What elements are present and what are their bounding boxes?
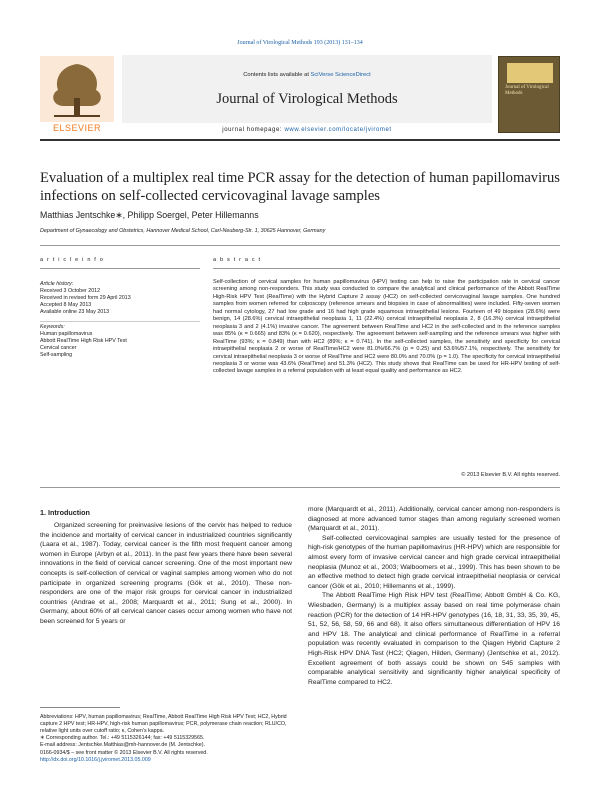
divider xyxy=(40,487,560,488)
footnotes xyxy=(40,714,292,749)
body-column-left xyxy=(40,521,292,627)
paragraph: more (Marquardt et al., 2011). Additionally, cervical cancer among non-responders is diagnosed at more advanced tumor stages than among regularly screened women (Marquardt et al., 2011). xyxy=(308,506,560,533)
abbreviations-note: Abbreviations: HPV, human papillomavirus; RealTime, Abbott RealTime High Risk HPV Test; HC2, Hybrid capture 2 HPV test; HR-HPV, high-risk human papillomavirus; PCR, polymerase chain reaction; RLU/CO, relative light units over cutoff ratio; κ, Cohen's kappa. xyxy=(40,714,287,734)
article-history xyxy=(40,281,200,316)
journal-homepage xyxy=(122,127,492,133)
keyword: Self-sampling xyxy=(40,352,73,358)
history-item: Available online 23 May 2013 xyxy=(40,309,110,315)
article-authors: Matthias Jentschke∗, Philipp Soergel, Peter Hillemanns xyxy=(40,210,259,220)
keyword: Abbott RealTime High Risk HPV Test xyxy=(40,338,127,344)
history-item: Accepted 8 May 2013 xyxy=(40,302,92,308)
history-label: Article history: xyxy=(40,281,74,287)
keywords xyxy=(40,324,200,359)
footnote-rule xyxy=(40,707,120,708)
keyword: Cervical cancer xyxy=(40,345,77,351)
paragraph: Self-collected cervicovaginal samples are usually tested for the presence of high-risk genotypes of the human papillomavirus (HR-HPV) which are responsible for almost every form of invasive cervical cancer and high grade cervical intraepithelial neoplasia (Munoz et al., 2003; Walboomers et al., 1999). This has been shown to be an effective method to detect high grade cervical intraepithelial neoplasia or cervical cancer (Gök et al., 2010; Hillemanns et al., 1999). xyxy=(308,534,560,590)
divider xyxy=(40,268,200,269)
issn-doi xyxy=(40,750,340,764)
homepage-prefix: journal homepage: xyxy=(222,127,285,133)
abstract-text: Self-collection of cervical samples for human papillomavirus (HPV) testing can help to raise the participation rate in cervical cancer screening among non-responders. This study was conducted to compare the analytical and clinical performance of the Abbott RealTime High-Risk HPV Test (RealTime) with the Hybrid Capture 2 assay (HC2) on self-collected cervicovaginal lavage samples. One hundred samples from women referred for colposcopy (reference smears and biopsies in case of abnormalities) were included. Fifty-seven women had normal cytology, 27 had low grade and 16 had high grade squamous intraepithelial lesions. Fourteen of 49 biopsies (28.6%) were benign, 14 (28.6%) cervical intraepithelial neoplasia 1, 11 (22.4%) cervical intraepithelial neoplasia 2, 8 (16.3%) cervical intraepithelial neoplasia 3 and 2 (4.1%) invasive cancer. The agreement between RealTime and HC2 in the self-collected and in the reference samples was 85% (κ = 0.665) and 83% (κ = 0.620), respectively. The agreement between self-sampling and the reference smears was higher with RealTime (93%; κ = 0.849) than with HC2 (89%; κ = 0.741). In the self-collected samples, the sensitivity and specificity for cervical intraepithelial neoplasia 2 or worse of RealTime/HC2 were 81.0%/66.7% (p = 0.25) and 53.6%/57.1%, respectively. The sensitivity for cervical intraepithelial neoplasia 3 or worse of RealTime and HC2 were 80.0% and 70.0% (p = 1.0). The specificity for cervical intraepithelial neoplasia 3 or worse was 43.6% (RealTime) and 51.3% (HC2). This study shows that RealTime can be used for HR-HPV testing of self-collected lavage samples in a referral population with at least equal quality and performance as HC2. xyxy=(213,279,560,375)
article-info-heading: a r t i c l e i n f o xyxy=(40,257,105,263)
paragraph: The Abbott RealTime High Risk HPV test (RealTime; Abbott GmbH & Co. KG, Wiesbaden, Germany) is a multiplex assay based on real time polymerase chain reaction (PCR) for the detection of 14 HR-HPV genotypes (16, 18, 31, 33, 35, 39, 45, 51, 52, 56, 58, 59, 66 and 68). It also offers simultaneous differentiation of HPV 16 and HPV 18. The analytical and clinical performance of RealTime in a referral population was recently evaluated in comparison to the Qiagen Hybrid Capture 2 High-Risk HPV DNA Test (HC2; Qiagen, Hilden, Germany) (Jentschke et al., 2012). Excellent agreement of both assays could be shown on 545 samples with comparable analytical sensitivity and significantly higher analytical specificity of RealTime compared to HC2. xyxy=(308,592,560,686)
sciencedirect-link[interactable]: SciVerse ScienceDirect xyxy=(310,72,371,78)
elsevier-tree-logo xyxy=(40,56,114,122)
author-affiliation: Department of Gynaecology and Obstetrics, Hannover Medical School, Carl-Neuberg-Str. 1, 30625 Hannover, Germany xyxy=(40,228,326,234)
paragraph: Organized screening for preinvasive lesions of the cervix has helped to reduce the incidence and mortality of cervical cancer in industrialized countries significantly (Laara et al., 1987). Today, cervical cancer is the fifth most frequent cancer among women in Europe (Arbyn et al., 2011). In the past few years there have been several innovations in the field of cervical cancer screening. One of the most important new concepts is self-collection of cervical or vaginal samples among women who do not participate in organized screening programs (Gök et al., 2010). These non-responders are one of the major risk groups for cervical cancer in industrialized countries (Andrae et al., 2008; Marquardt et al., 2011; Sung et al., 2000). In Germany, about 60% of all cervical cancer cases occur among women who have not been screened for 5 years or xyxy=(40,522,292,625)
history-item: Received in revised form 29 April 2013 xyxy=(40,295,131,301)
divider xyxy=(40,321,200,322)
journal-header-box xyxy=(122,55,492,123)
contents-prefix: Contents lists available at xyxy=(243,72,311,78)
copyright: © 2013 Elsevier B.V. All rights reserved. xyxy=(461,472,560,478)
body-column-right xyxy=(308,505,560,687)
divider xyxy=(40,245,560,246)
issn-line: 0166-0934/$ – see front matter © 2013 Elsevier B.V. All rights reserved. xyxy=(40,750,208,756)
email-note[interactable]: E-mail address: Jentschke.Matthias@mh-hannover.de (M. Jentschke). xyxy=(40,742,205,748)
publisher-name: ELSEVIER xyxy=(52,123,102,133)
cover-title: Journal of Virological Methods xyxy=(505,85,549,96)
history-item: Received 3 October 2012 xyxy=(40,288,101,294)
abstract-heading: a b s t r a c t xyxy=(213,257,262,263)
journal-name: Journal of Virological Methods xyxy=(216,91,398,107)
journal-cover-thumbnail xyxy=(498,56,560,133)
divider xyxy=(213,268,560,269)
keywords-label: Keywords: xyxy=(40,324,65,330)
header-rule xyxy=(40,139,560,141)
doi-link[interactable]: http://dx.doi.org/10.1016/j.jviromet.2013.05.009 xyxy=(40,757,151,763)
article-title: Evaluation of a multiplex real time PCR assay for the detection of human papillomavirus infections on self-collected cervicovaginal lavage samples xyxy=(40,170,560,204)
corresponding-author-note: ∗ Corresponding author. Tel.: +49 5115326144; fax: +49 5115329565. xyxy=(40,735,205,741)
contents-line xyxy=(122,72,492,78)
keyword: Human papillomavirus xyxy=(40,331,93,337)
section-heading: 1. Introduction xyxy=(40,508,90,517)
cover-band xyxy=(507,63,553,83)
homepage-link[interactable]: www.elsevier.com/locate/jviromet xyxy=(284,127,392,133)
journal-citation[interactable]: Journal of Virological Methods 193 (2013) 131–134 xyxy=(237,40,363,46)
